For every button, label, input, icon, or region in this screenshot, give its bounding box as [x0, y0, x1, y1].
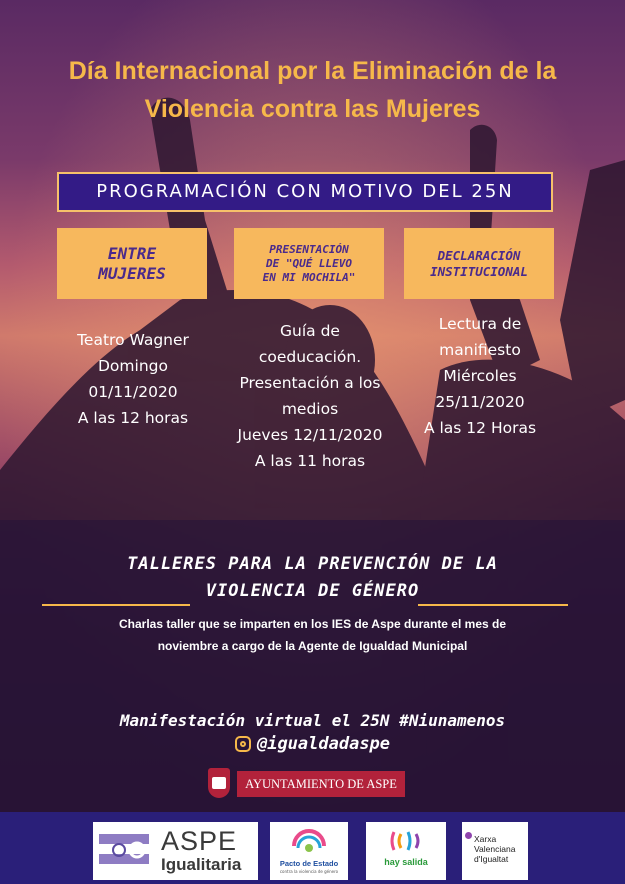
event-details: Teatro Wagner Domingo 01/11/2020 A las 12 horas	[77, 331, 189, 427]
pacto-title: Pacto de Estado	[279, 859, 339, 868]
event-details: Lectura de manifiesto Miércoles 25/11/2020 A las 12 Horas	[423, 315, 537, 437]
aspe-subtitle: Igualitaria	[161, 855, 242, 874]
workshops-title-line-2: VIOLENCIA DE GÉNERO	[205, 581, 420, 601]
title-line-1: Día Internacional por la Eliminación de la	[68, 57, 557, 85]
pacto-de-estado-logo	[270, 822, 348, 880]
coat-of-arms-icon	[208, 768, 230, 798]
municipality-name: AYUNTAMIENTO DE ASPE	[237, 771, 405, 797]
partners-footer	[0, 812, 625, 884]
instagram-icon	[235, 736, 251, 752]
campaign-text: Manifestación virtual el 25N #Niunamenos	[119, 711, 506, 730]
event-box-entre-mujeres	[57, 228, 207, 299]
divider-line-right	[418, 604, 568, 606]
event-label: PRESENTACIÓN DE "QUÉ LLEVO EN MI MOCHILA"	[262, 242, 356, 284]
event-box-declaracion	[404, 228, 554, 299]
workshops-title	[0, 551, 625, 605]
hay-salida-text: hay salida	[384, 857, 428, 867]
pacto-circle-icon	[290, 826, 328, 858]
title-line-2: Violencia contra las Mujeres	[144, 95, 481, 123]
divider-line-left	[42, 604, 190, 606]
aspe-title: ASPE	[161, 826, 238, 856]
workshops-title-line-1: TALLERES PARA LA PREVENCIÓN DE LA	[127, 554, 498, 574]
hay-salida-icon	[388, 828, 424, 854]
aspe-igualitaria-logo	[93, 822, 258, 880]
program-heading: PROGRAMACIÓN CON MOTIVO DEL 25N	[57, 172, 553, 212]
workshops-description	[40, 613, 585, 657]
instagram-row	[0, 732, 625, 756]
event-title	[20, 52, 605, 128]
xarxa-text: Xarxa Valenciana d'Igualtat	[474, 834, 516, 864]
gender-symbols-icon	[99, 830, 155, 872]
event-details: Guía de coeducación. Presentación a los medios Jueves 12/11/2020 A las 11 horas	[237, 322, 383, 470]
event-box-presentacion	[234, 228, 384, 299]
description-line-1: Charlas taller que se imparten en los IES de Aspe durante el mes de	[118, 617, 507, 631]
xarxa-dot-icon	[465, 832, 472, 839]
event-label: DECLARACIÓN INSTITUCIONAL	[430, 247, 528, 279]
pacto-subtitle: contra la violencia de género	[279, 869, 339, 874]
xarxa-valenciana-logo	[462, 822, 528, 880]
event-label: ENTRE MUJERES	[98, 243, 166, 283]
instagram-handle[interactable]: @igualdadaspe	[256, 734, 391, 754]
description-line-2: noviembre a cargo de la Agente de Igualdad Municipal	[157, 639, 468, 653]
hay-salida-logo	[366, 822, 446, 880]
